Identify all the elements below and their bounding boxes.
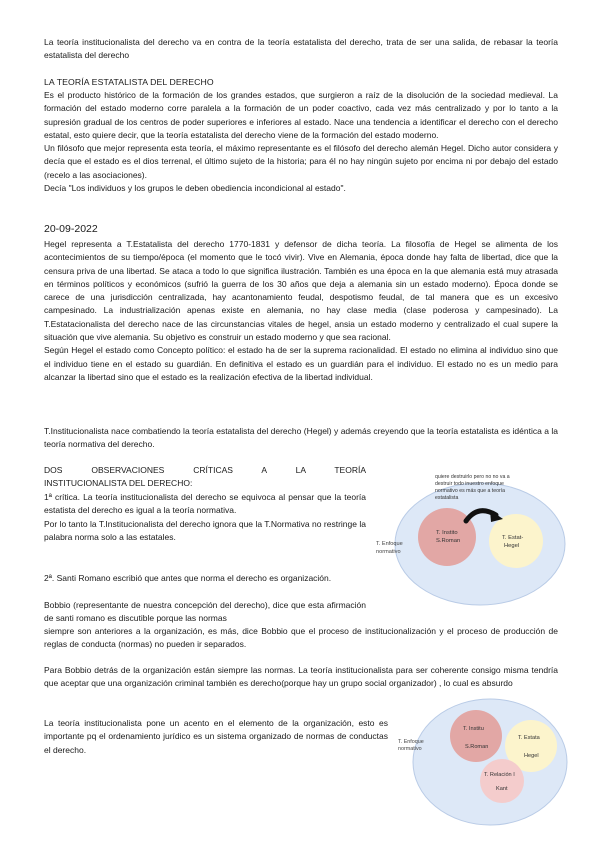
estatalista-paragraph-2: Un filósofo que mejor representa esta teoría, el máximo representante es el filósofo del derecho alemán Hegel. Dicho autor considera y decía que el estado es el dios terrenal, el último sujeto de la historia; para él no hay ningún sujeto por encima ni por debajo del estado (recelo a las asociaciones). <box>44 143 558 180</box>
section-heading-estatalista: LA TEORÍA ESTATALISTA DEL DERECHO <box>44 77 214 87</box>
diagram1-side-label-line-1: T. Enfoque <box>376 541 403 547</box>
diagram2-right-label-line-1: T. Estata <box>518 735 540 741</box>
section-estatalista-body <box>44 89 558 195</box>
hegel-paragraph-1: Hegel representa a T.Estatalista del derecho 1770-1831 y defensor de dicha teoría. La filosofía de Hegel se alimenta de los acontecimientos de su tiempo/época (el momento que le tocó vivir). Vive en Alemania, época donde hay falta de libertad, dice que la censura priva de una libertad. Se ataca a todo lo que significa ilustración. También es una época en la que alemania está muy atrasada en términos políticos y económicos (sufrió la guerra de los 30 años que deja a alemania sin un estado moderno). Época donde se carece de una jurisdicción centralizada, hay acantonamiento feudal, despotismo feudal, de tal manera que es un excesivo campesinado. La industrialización apenas existe en alemania, no hay clase media (clase poderosa y campesinado). La T.Estatacionalista del derecho nace de las circunstancias vitales de hegel, ansia un estado moderno y centralizado el cual supere la situación que vive alemania. Su objetivo es construir un estado moderno y que sea racional. <box>44 239 558 343</box>
diagram1-side-label-line-2: normativo <box>376 549 401 555</box>
diagram1-right-label-line-1: T. Estat- <box>502 535 524 541</box>
circle-teoria-estatalista <box>489 514 543 568</box>
venn-diagram-normativo-2 <box>392 698 572 830</box>
diagram1-left-label-line-2: S.Roman <box>436 538 461 544</box>
circle-teoria-relacion <box>480 759 524 803</box>
critica-2-paragraph: 2ª. Santi Romano escribió que antes que norma el derecho es organización. <box>44 573 332 583</box>
intro-paragraph: La teoría institucionalista del derecho va en contra de la teoría estatalista del derecho, trata de ser una salida, de rebasar la teoría estatalista del derecho <box>44 37 558 61</box>
criticas-title-line-2: INSTITUCIONALISTA DEL DERECHO: <box>44 478 193 489</box>
section-hegel-body <box>44 238 558 384</box>
criticas-title <box>44 464 366 491</box>
critica-1-block <box>44 491 366 544</box>
diagram2-left-label-line-1: T. Institu <box>463 726 484 732</box>
diagram1-note-line-2: destruir todo inuestro enfoque <box>435 481 504 487</box>
diagram1-note-line-4: estatalista <box>435 495 459 501</box>
diagram2-side-label-line-1: T. Enfoque <box>398 739 424 745</box>
diagram1-note-line-3: normativo es más que a teoría <box>435 488 506 494</box>
diagram2-side-label-line-2: normativo <box>398 746 422 752</box>
diagram2-bottom-label-line-2: Kant <box>496 786 508 792</box>
critica-1-followup: Por lo tanto la T.Institucionalista del derecho ignora que la T.Normativa no restringe la palabra norma solo a las estatales. <box>44 518 366 542</box>
critica-1-paragraph: 1ª crítica. La teoría institucionalista del derecho se equivoca al pensar que la teoría estatista del derecho es igual a la teoría normativa. <box>44 492 366 516</box>
circle-teoria-institucionalista <box>450 710 502 762</box>
diagram1-left-label-line-1: T. Instito <box>436 530 458 536</box>
critica-2-bobbio-end: siempre son anteriores a la organización, es más, dice Bobbio que el proceso de institucionalización y el proceso de producción de reglas de conducta (normas) no pueden ir separados. <box>44 626 558 650</box>
diagram1-note-line-1: quiere destruirlo pero no no va a <box>435 474 510 480</box>
date-heading: 20-09-2022 <box>44 223 98 235</box>
institucionalista-paragraph: T.Institucionalista nace combatiendo la teoría estatalista del derecho (Hegel) y además creyendo que la teoría estatalista es idéntica a la teoría normativa del derecho. <box>44 426 558 450</box>
criticas-title-line-1: DOS OBSERVACIONES CRÍTICAS A LA TEORÍA <box>44 465 366 475</box>
hegel-paragraph-2: Según Hegel el estado como Concepto político: el estado ha de ser la suprema racionalidad. El estado no elimina al individuo sino que el individuo tiene en el estado su guardián. En definitiva el estado es un guardián para el individuo. El estado no es un medio para alcanzar la libertad sino que el estado es la realización efectiva de la libertad individual. <box>44 345 558 382</box>
diagram2-left-label-line-2: S.Roman <box>465 744 489 750</box>
organizacion-paragraph: La teoría institucionalista pone un acento en el elemento de la organización, esto es importante pq el ordenamiento jurídico es un sistema organizado de normas de conductas el derecho. <box>44 718 388 755</box>
estatalista-paragraph-1: Es el producto histórico de la formación de los grandes estados, que surgieron a raíz de la disolución de la sociedad medieval. La formación del estado moderno corre paralela a la formación de un poder coactivo, cada vez más centralizado y por lo tanto a la supresión gradual de los centros de poder superiores e inferiores al estado. Nace una tendencia a identificar el derecho con el derecho estatal, esto quiere decir, que la teoría estatalista del derecho viene de la formación del estado moderno. <box>44 90 558 140</box>
venn-diagram-normativo-1 <box>370 466 566 608</box>
estatalista-paragraph-3: Decía "Los individuos y los grupos le deben obediencia incondicional al estado". <box>44 183 346 194</box>
critica-2-bobbio-start: Bobbio (representante de nuestra concepción del derecho), dice que esta afirmación de santi romano es discutible porque las normas <box>44 600 366 624</box>
diagram1-right-label-line-2: Hegel <box>504 543 520 549</box>
diagram2-right-label-line-2: Hegel <box>524 753 539 759</box>
organizacion-criminal-paragraph: Para Bobbio detrás de la organización están siempre las normas. La teoría institucionalista para ser coherente consigo misma tendría que aceptar que una organización criminal también es derecho(porque hay un grupo social organizador) , lo cual es absurdo <box>44 665 558 689</box>
diagram2-bottom-label-line-1: T. Relación I <box>484 772 515 778</box>
